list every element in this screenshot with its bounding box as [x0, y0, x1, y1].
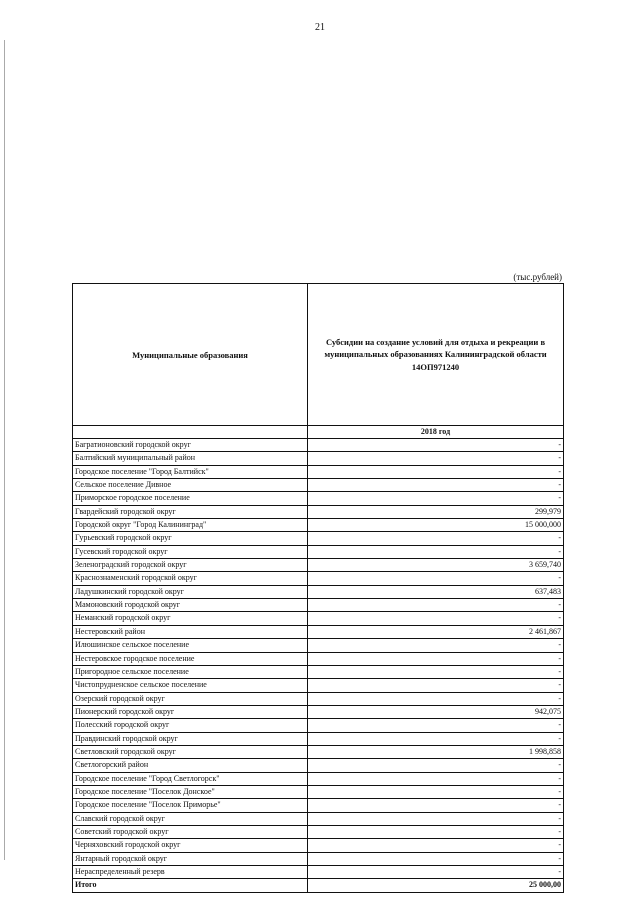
subsidy-value: - — [558, 720, 561, 730]
municipality-name: Славский городской округ — [73, 813, 308, 825]
subsidy-value: - — [558, 813, 561, 823]
municipality-name: Зеленоградский городской округ — [73, 559, 308, 571]
municipality-name: Городское поселение "Поселок Приморье" — [73, 799, 308, 811]
subsidy-value: 299,979 — [535, 506, 561, 516]
municipality-name: Чистопрудненское сельское поселение — [73, 679, 308, 691]
municipality-name: Правдинский городской округ — [73, 733, 308, 745]
table-row — [73, 679, 563, 692]
municipality-name: Пригородное сельское поселение — [73, 666, 308, 678]
table-row — [73, 773, 563, 786]
table-row — [73, 746, 563, 759]
municipality-name: Пионерский городской округ — [73, 706, 308, 718]
municipality-name: Полесский городской округ — [73, 719, 308, 731]
table-row — [73, 492, 563, 505]
table-row — [73, 853, 563, 866]
subsidy-value: - — [558, 440, 561, 449]
table-row — [73, 653, 563, 666]
table-row — [73, 799, 563, 812]
subsidy-value: - — [558, 573, 561, 583]
year-header-spacer — [73, 426, 308, 438]
municipality-name: Балтийский муниципальный район — [73, 452, 308, 464]
table-row — [73, 572, 563, 585]
table-row — [73, 506, 563, 519]
subsidy-value: - — [558, 653, 561, 663]
municipality-name: Неманский городской округ — [73, 612, 308, 624]
municipality-name: Гвардейский городской округ — [73, 506, 308, 518]
subsidy-value: - — [558, 613, 561, 623]
subsidy-value: - — [558, 786, 561, 796]
municipality-name: Ладушкинский городской округ — [73, 586, 308, 598]
municipality-name: Городское поселение "Поселок Донское" — [73, 786, 308, 798]
total-label: Итого — [73, 879, 308, 891]
subsidy-value: - — [558, 493, 561, 503]
table-row — [73, 546, 563, 559]
table-header — [73, 284, 563, 426]
subsidy-value: - — [558, 826, 561, 836]
subsidy-value: 3 659,740 — [529, 560, 561, 570]
table-row — [73, 439, 563, 452]
table-row — [73, 639, 563, 652]
table-row — [73, 666, 563, 679]
subsidy-value: - — [558, 760, 561, 770]
subsidy-value: 15 000,000 — [525, 520, 561, 530]
municipality-name: Краснознаменский городской округ — [73, 572, 308, 584]
subsidy-value: 2 461,867 — [529, 626, 561, 636]
municipality-name: Нераспределенный резерв — [73, 866, 308, 878]
subsidy-table — [72, 283, 564, 893]
subsidy-value: - — [558, 680, 561, 690]
page-number: 21 — [315, 22, 325, 33]
subsidy-value: - — [558, 853, 561, 863]
municipality-name: Багратионовский городской округ — [73, 439, 308, 451]
table-body — [73, 439, 563, 892]
municipality-name: Городское поселение "Город Балтийск" — [73, 466, 308, 478]
year-header: 2018 год — [420, 427, 451, 436]
subsidy-value: - — [558, 693, 561, 703]
subsidy-value: - — [558, 466, 561, 476]
municipality-name: Озерский городской округ — [73, 693, 308, 705]
table-row — [73, 706, 563, 719]
total-row — [73, 879, 563, 891]
table-row — [73, 532, 563, 545]
table-row — [73, 559, 563, 572]
table-row — [73, 839, 563, 852]
subsidy-value: - — [558, 867, 561, 876]
subsidy-column-header: Субсидии на создание условий для отдыха и рекреации в муниципальных образованиях Калининградской области 14ОП971240 — [324, 337, 547, 372]
subsidy-value: - — [558, 600, 561, 610]
subsidy-value: - — [558, 453, 561, 463]
margin-scan-mark — [4, 40, 5, 860]
municipality-name: Гурьевский городской округ — [73, 532, 308, 544]
municipality-name: Гусевский городской округ — [73, 546, 308, 558]
table-row — [73, 719, 563, 732]
table-row — [73, 612, 563, 625]
table-row — [73, 599, 563, 612]
subsidy-value: - — [558, 773, 561, 783]
municipality-name: Сельское поселение Дивное — [73, 479, 308, 491]
table-row — [73, 759, 563, 772]
municipality-name: Янтарный городской округ — [73, 853, 308, 865]
municipality-name: Черняховский городской округ — [73, 839, 308, 851]
table-row — [73, 626, 563, 639]
table-row — [73, 693, 563, 706]
municipality-name: Нестеровский район — [73, 626, 308, 638]
table-row — [73, 866, 563, 879]
municipality-name: Мамоновский городской округ — [73, 599, 308, 611]
municipality-name: Светлогорский район — [73, 759, 308, 771]
subsidy-value: 942,075 — [535, 706, 561, 716]
total-value: 25 000,00 — [529, 880, 561, 890]
municipality-name: Приморское городское поселение — [73, 492, 308, 504]
municipality-column-header: Муниципальные образования — [73, 284, 308, 425]
subsidy-value: - — [558, 666, 561, 676]
table-row — [73, 733, 563, 746]
subsidy-value: - — [558, 480, 561, 490]
table-row — [73, 586, 563, 599]
table-row — [73, 826, 563, 839]
table-row — [73, 519, 563, 532]
table-row — [73, 452, 563, 465]
subsidy-value: - — [558, 800, 561, 810]
subsidy-value: 1 998,858 — [529, 746, 561, 756]
subsidy-value: - — [558, 733, 561, 743]
subsidy-value: - — [558, 533, 561, 543]
municipality-name: Городское поселение "Город Светлогорск" — [73, 773, 308, 785]
municipality-name: Илюшинское сельское поселение — [73, 639, 308, 651]
municipality-name: Городской округ "Город Калининград" — [73, 519, 308, 531]
subsidy-value: - — [558, 546, 561, 556]
municipality-name: Нестеровское городское поселение — [73, 653, 308, 665]
year-header-row — [73, 426, 563, 439]
table-row — [73, 786, 563, 799]
table-row — [73, 813, 563, 826]
subsidy-value: - — [558, 640, 561, 650]
table-row — [73, 466, 563, 479]
table-row — [73, 479, 563, 492]
municipality-name: Светловский городской округ — [73, 746, 308, 758]
subsidy-value: 637,483 — [535, 586, 561, 596]
units-label: (тыс.рублей) — [513, 272, 562, 282]
municipality-name: Советский городской округ — [73, 826, 308, 838]
subsidy-value: - — [558, 840, 561, 850]
